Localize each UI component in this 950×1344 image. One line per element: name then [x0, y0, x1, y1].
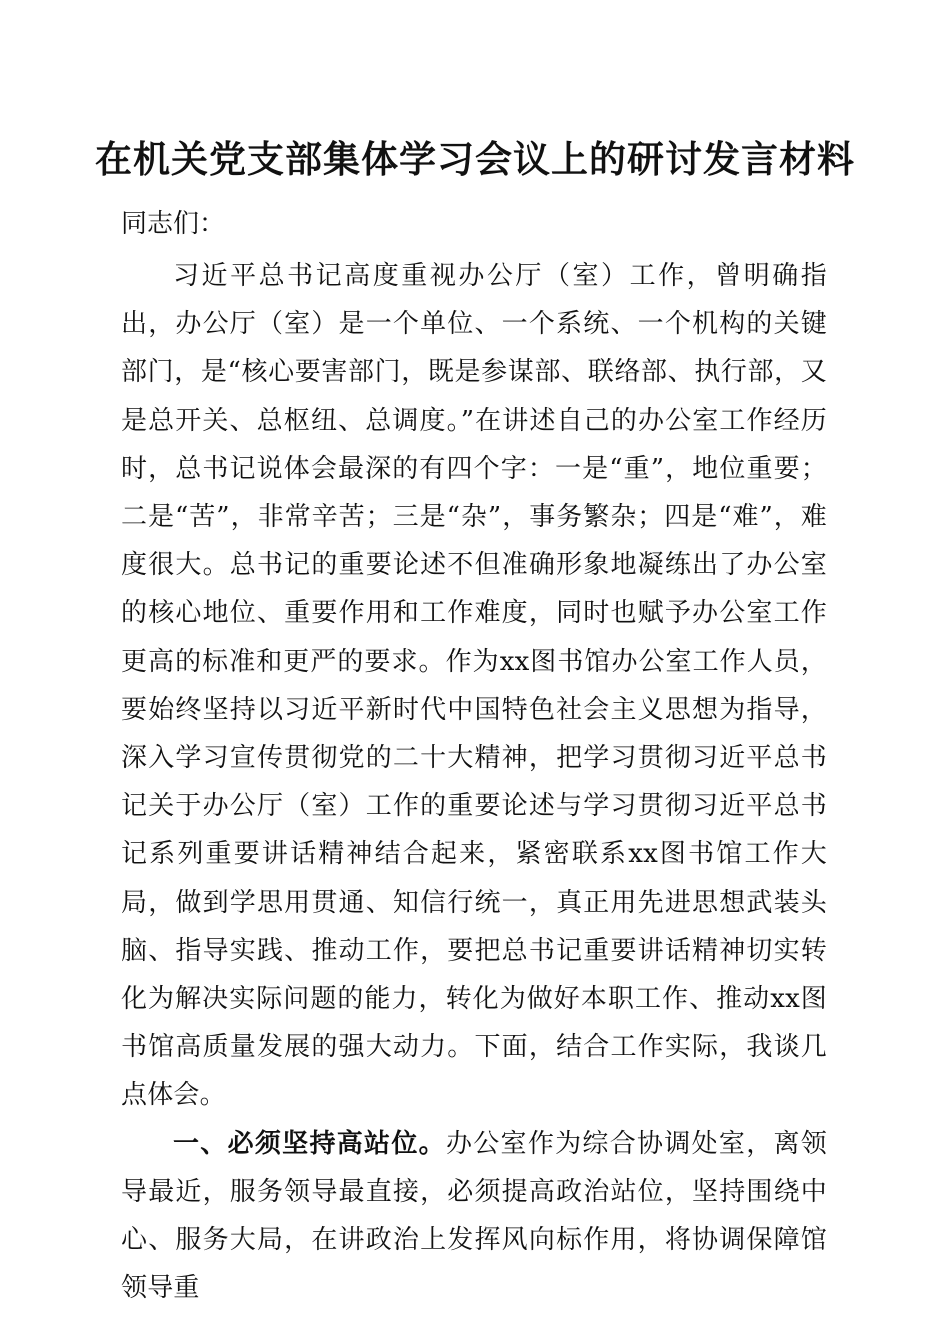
paragraph-section-one-text: 办公室作为综合协调处室，离领导最近，服务领导最直接，必须提高政治站位，坚持围绕中心、服务大局，在讲政治上发挥风向标作用，将协调保障馆领导重 — [121, 1128, 827, 1304]
paragraph-section-one — [121, 1120, 827, 1313]
document-title: 在机关党支部集体学习会议上的研讨发言材料 — [95, 137, 855, 181]
paragraph-intro — [121, 252, 827, 1120]
salutation: 同志们： — [121, 209, 226, 239]
section-heading-one: 一、必须坚持高站位。 — [173, 1128, 446, 1159]
document-body — [121, 252, 827, 1312]
paragraph-intro-text: 习近平总书记高度重视办公厅（室）工作，曾明确指出，办公厅（室）是一个单位、一个系统、一个机构的关键部门，是“核心要害部门，既是参谋部、联络部、执行部，又是总开关、总枢纽、总调度。”在讲述自己的办公室工作经历时，总书记说体会最深的有四个字：一是“重”，地位重要；二是“苦”，非常辛苦；三是“杂”，事务繁杂；四是“难”，难度很大。总书记的重要论述不但准确形象地凝练出了办公室的核心地位、重要作用和工作难度，同时也赋予办公室工作更高的标准和更严的要求。作为xx图书馆办公室工作人员，要始终坚持以习近平新时代中国特色社会主义思想为指导，深入学习宣传贯彻党的二十大精神，把学习贯彻习近平总书记关于办公厅（室）工作的重要论述与学习贯彻习近平总书记系列重要讲话精神结合起来，紧密联系xx图书馆工作大局，做到学思用贯通、知信行统一，真正用先进思想武装头脑、指导实践、推动工作，要把总书记重要讲话精神切实转化为解决实际问题的能力，转化为做好本职工作、推动xx图书馆高质量发展的强大动力。下面，结合工作实际，我谈几点体会。 — [121, 261, 827, 1111]
